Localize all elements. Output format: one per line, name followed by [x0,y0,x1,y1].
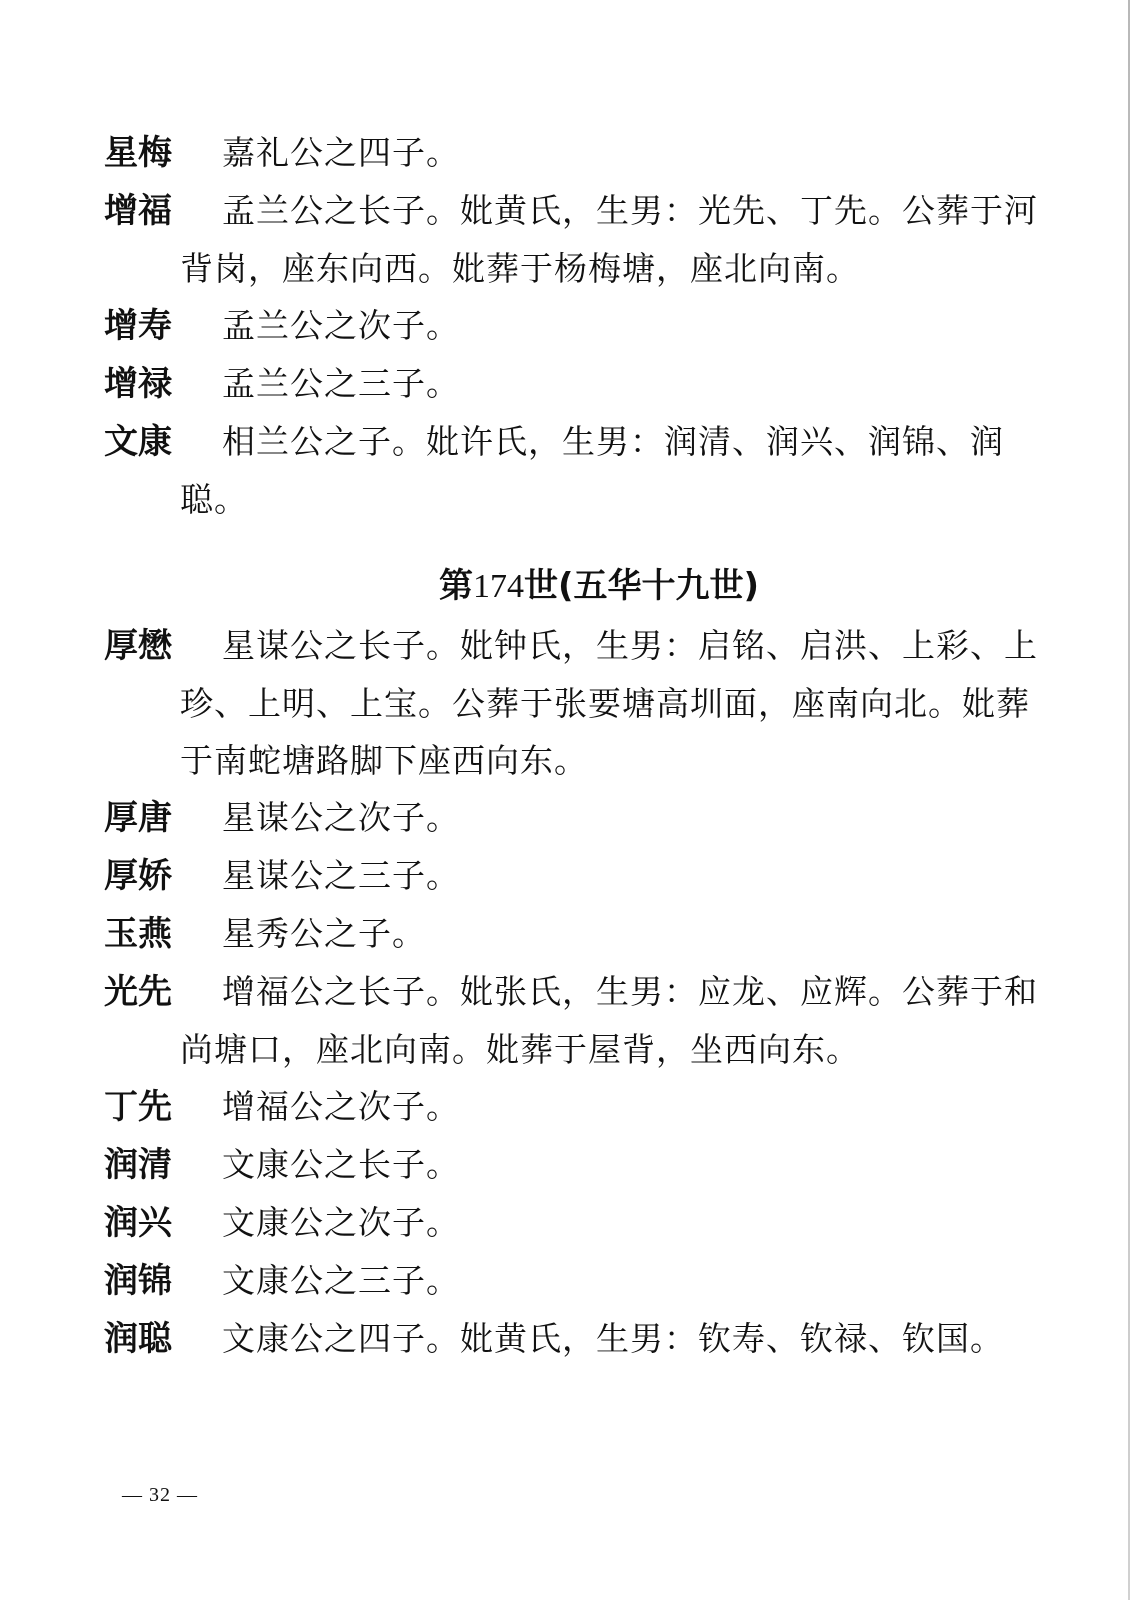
entry-name: 厚懋 [104,626,172,666]
entry-text: 文康公之四子。妣黄氏，生男：钦寿、钦禄、钦国。 [222,1319,1004,1358]
entry-name: 厚娇 [104,856,172,896]
entry-name: 润兴 [104,1203,172,1243]
entry-text: 文康公之长子。 [222,1145,460,1184]
genealogy-content [104,124,1054,1368]
entry [104,789,1054,847]
entry-text: 增福公之长子。妣张氏，生男：应龙、应辉。公葬于和尚塘口，座北向南。妣葬于屋背，坐西向东。 [180,972,1038,1069]
entry-name: 丁先 [104,1087,172,1127]
entry-text: 嘉礼公之四子。 [222,133,460,172]
scan-edge [1128,0,1130,1600]
entry-name: 增寿 [104,306,172,346]
entry-name: 增福 [104,191,172,231]
entry-name: 润锦 [104,1261,172,1301]
entry [104,1194,1054,1252]
entry [104,182,1054,297]
entry-name: 光先 [104,972,172,1012]
entry-name: 玉燕 [104,914,172,954]
entry-name: 文康 [104,422,172,462]
entry-name: 星梅 [104,133,172,173]
entry-text: 孟兰公之长子。妣黄氏，生男：光先、丁先。公葬于河背岗，座东向西。妣葬于杨梅塘，座北向南。 [180,191,1038,288]
entry [104,124,1054,182]
entry-text: 文康公之次子。 [222,1203,460,1242]
entry [104,617,1054,789]
entry-name: 润聪 [104,1319,172,1359]
entry [104,1078,1054,1136]
entry-name: 润清 [104,1145,172,1185]
entry [104,905,1054,963]
entry-text: 文康公之三子。 [222,1261,460,1300]
section-title-suffix: 世(五华十九世) [523,566,760,606]
entry [104,1136,1054,1194]
section-title [104,556,1054,617]
entry [104,1310,1054,1368]
section-title-prefix: 第 [438,566,473,606]
entry-name: 增禄 [104,364,172,404]
entry-text: 孟兰公之次子。 [222,306,460,345]
entry [104,297,1054,355]
entry-text: 星秀公之子。 [222,914,426,953]
entry-text: 星谋公之次子。 [222,798,460,837]
entry-text: 星谋公之长子。妣钟氏，生男：启铭、启洪、上彩、上珍、上明、上宝。公葬于张要塘高圳面，座南向北。妣葬于南蛇塘路脚下座西向东。 [180,626,1038,780]
entry [104,413,1054,528]
entry [104,1252,1054,1310]
entry-text: 星谋公之三子。 [222,856,460,895]
entry [104,355,1054,413]
page-number: — 32 — [122,1484,198,1506]
entry-text: 相兰公之子。妣许氏，生男：润清、润兴、润锦、润聪。 [180,422,1004,519]
section-title-number: 174 [472,568,524,605]
entry [104,963,1054,1078]
entry-name: 厚唐 [104,798,172,838]
entry-text: 增福公之次子。 [222,1087,460,1126]
entry-text: 孟兰公之三子。 [222,364,460,403]
entry [104,847,1054,905]
